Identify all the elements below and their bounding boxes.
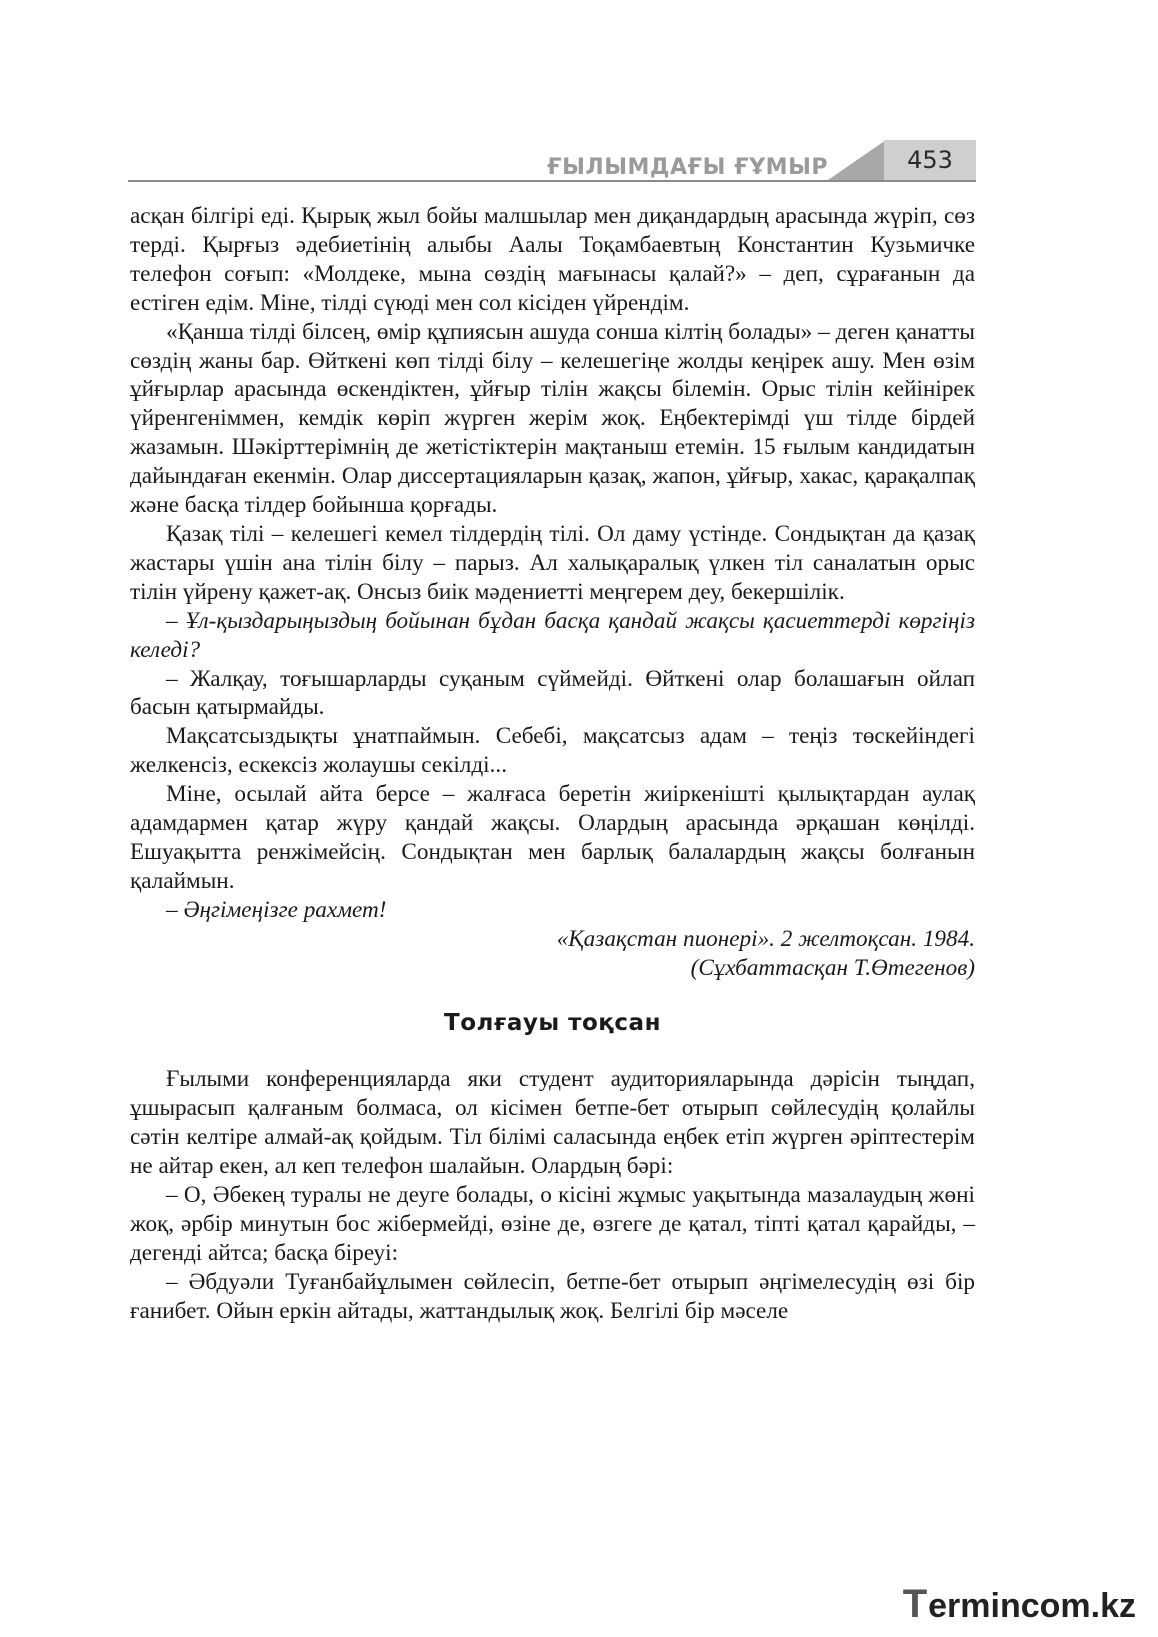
header-triangle-decoration: [828, 140, 886, 180]
paragraph: – Әбдуәли Туғанбайұлымен сөйлесіп, бетпе-бет отырып әңгімелесудің өзі бір ғанибет. Ойын еркін айтады, жаттандылық жоқ. Белгілі бір мәселе: [130, 1268, 975, 1324]
watermark-logo: [903, 1582, 1136, 1627]
paragraph: – О, Әбекең туралы не деуге болады, о кісіні жұмыс уақытында мазалаудың жөні жоқ, әрбір минутын бос жібермейді, өзіне де, өзгеге де қатал, тіпті қатал қарайды, – дегенді айтса; басқа біреуі:: [130, 1182, 975, 1266]
interview-closing: – Әңгімеңізге рахмет!: [166, 896, 387, 923]
paragraph: «Қанша тілді білсең, өмір құпиясын ашуда сонша кілтің болады» – деген қанатты сөздің жаны бар. Өйткені көп тілді білу – келешегіңе жолды кеңірек ашу. Мен өзім ұйғырлар арасында өскендіктен, ұйғыр тілін жақсы білемін. Орыс тілін кейінірек үйренгеніммен, кемдік көріп жүрген жерім жоқ. Еңбектерімді үш тілде бірдей жазамын. Шәкірттерімнің де жетістіктерін мақтаныш етемін. 15 ғылым кандидатын дайындаған екенмін. Олар диссертацияларын қазақ, жапон, ұйғыр, хакас, қарақалпақ және басқа тілдер бойынша қорғады.: [130, 318, 975, 519]
page-body: [130, 202, 975, 1326]
interviewer-credit: (Сұхбаттасқан Т.Өтегенов): [690, 954, 975, 981]
running-header: [128, 136, 976, 186]
source-citation: «Қазақстан пионері». 2 желтоқсан. 1984.: [556, 925, 975, 952]
paragraph: – Жалқау, тоғышарларды суқаным сүймейді. Өйткені олар болашағын ойлап басын қатырмайды.: [130, 665, 975, 721]
watermark-text: ermincom.kz: [928, 1587, 1136, 1625]
paragraph: Мақсатсыздықты ұнатпаймын. Себебі, мақсатсыз адам – теңіз төскейіндегі желкенсіз, ескексіз жолаушы секілді...: [130, 723, 975, 779]
watermark-letter: T: [902, 1582, 928, 1626]
section-title: Толғауы тоқсан: [444, 1010, 661, 1037]
page-number: 453: [907, 146, 953, 174]
paragraph: асқан білгірі еді. Қырық жыл бойы малшылар мен диқандардың арасында жүріп, сөз терді. Қырғыз әдебиетінің алыбы Аалы Тоқамбаевтың Константин Кузьмичке телефон соғып: «Молдеке, мына сөздің мағынасы қалай?» – деп, сұрағанын да естіген едім. Міне, тілді сүюді мен сол кісіден үйрендім.: [130, 203, 975, 316]
paragraph: Міне, осылай айта берсе – жалғаса беретін жиіркенішті қылықтардан аулақ адамдармен қатар жүру қандай жақсы. Олардың арасында әрқашан көңілді. Ешуақытта ренжімейсің. Сондықтан мен барлық балалардың жақсы болғанын қалаймын.: [130, 781, 975, 894]
paragraph: Қазақ тілі – келешегі кемел тілдердің тілі. Ол даму үстінде. Сондықтан да қазақ жастары үшін ана тілін білу – парыз. Ал халықаралық үлкен тіл саналатын орыс тілін үйрену қажет-ақ. Онсыз биік мәдениетті меңгерем деу, бекершілік.: [130, 520, 975, 605]
running-title: ҒЫЛЫМДАҒЫ ҒҰМЫР: [547, 155, 828, 180]
header-rule: [128, 180, 976, 182]
interview-question: – Ұл-қыздарыңыздың бойынан бұдан басқа қандай жақсы қасиеттерді көргіңіз келеді?: [130, 607, 975, 663]
paragraph: Ғылыми конференцияларда яки студент аудиторияларында дәрісін тыңдап, ұшырасып қалғаным болмаса, ол кісімен бетпе-бет отырып сөйлесудің қолайлы сәтін келтіре алмай-ақ қойдым. Тіл білімі саласында еңбек етіп жүрген әріптестерім не айтар екен, ал кеп телефон шалайын. Олардың бәрі:: [130, 1066, 975, 1180]
